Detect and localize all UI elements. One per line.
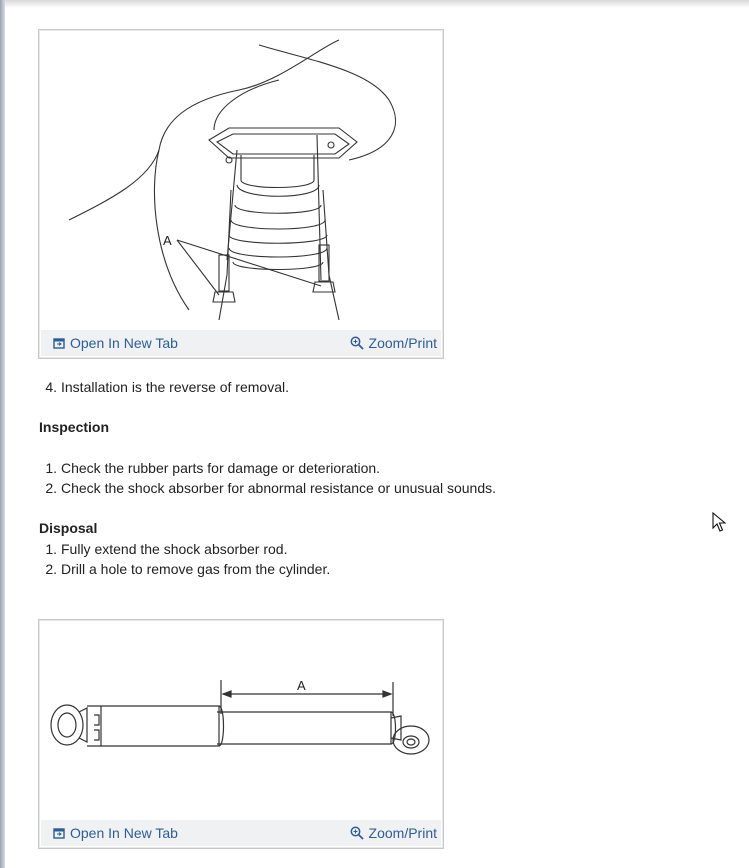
zoom-print-link[interactable]: [350, 335, 437, 351]
shock-absorber-drawing: [39, 620, 443, 820]
figure-callout-a: A: [297, 678, 306, 693]
open-in-new-tab-label: Open In New Tab: [70, 825, 178, 841]
open-new-tab-icon: [53, 827, 65, 839]
open-in-new-tab-link[interactable]: [53, 825, 178, 841]
zoom-icon: [350, 336, 364, 350]
list-item: 2. Drill a hole to remove gas from the cylinder.: [45, 561, 331, 577]
list-item: 4. Installation is the reverse of removal.: [45, 379, 289, 395]
figure-strut-mount: [38, 29, 444, 359]
figure-caption-bar: [41, 330, 441, 356]
zoom-print-label: Zoom/Print: [368, 335, 437, 351]
top-shadow: [0, 0, 749, 8]
inspection-heading: Inspection: [39, 419, 110, 435]
list-item: 1. Fully extend the shock absorber rod.: [45, 541, 288, 557]
zoom-print-label: Zoom/Print: [368, 825, 437, 841]
inspection-list: [39, 458, 496, 498]
zoom-icon: [350, 826, 364, 840]
list-item: 2. Check the shock absorber for abnormal resistance or unusual sounds.: [45, 480, 497, 496]
strut-mount-drawing: [39, 30, 443, 330]
figure-shock-absorber: [38, 619, 444, 849]
disposal-list: [39, 539, 330, 579]
list-item: 1. Check the rubber parts for damage or deterioration.: [45, 460, 381, 476]
zoom-print-link[interactable]: [350, 825, 437, 841]
removal-steps-tail: [39, 377, 289, 397]
open-in-new-tab-link[interactable]: [53, 335, 178, 351]
open-in-new-tab-label: Open In New Tab: [70, 335, 178, 351]
left-scroll-rail: [0, 0, 5, 868]
figure-caption-bar: [41, 820, 441, 846]
strut-mount-illustration: [39, 30, 443, 330]
mouse-cursor-icon: [712, 512, 726, 537]
shock-absorber-illustration: [39, 620, 443, 820]
disposal-heading: Disposal: [39, 520, 98, 536]
open-new-tab-icon: [53, 337, 65, 349]
figure-callout-a: A: [163, 233, 172, 248]
